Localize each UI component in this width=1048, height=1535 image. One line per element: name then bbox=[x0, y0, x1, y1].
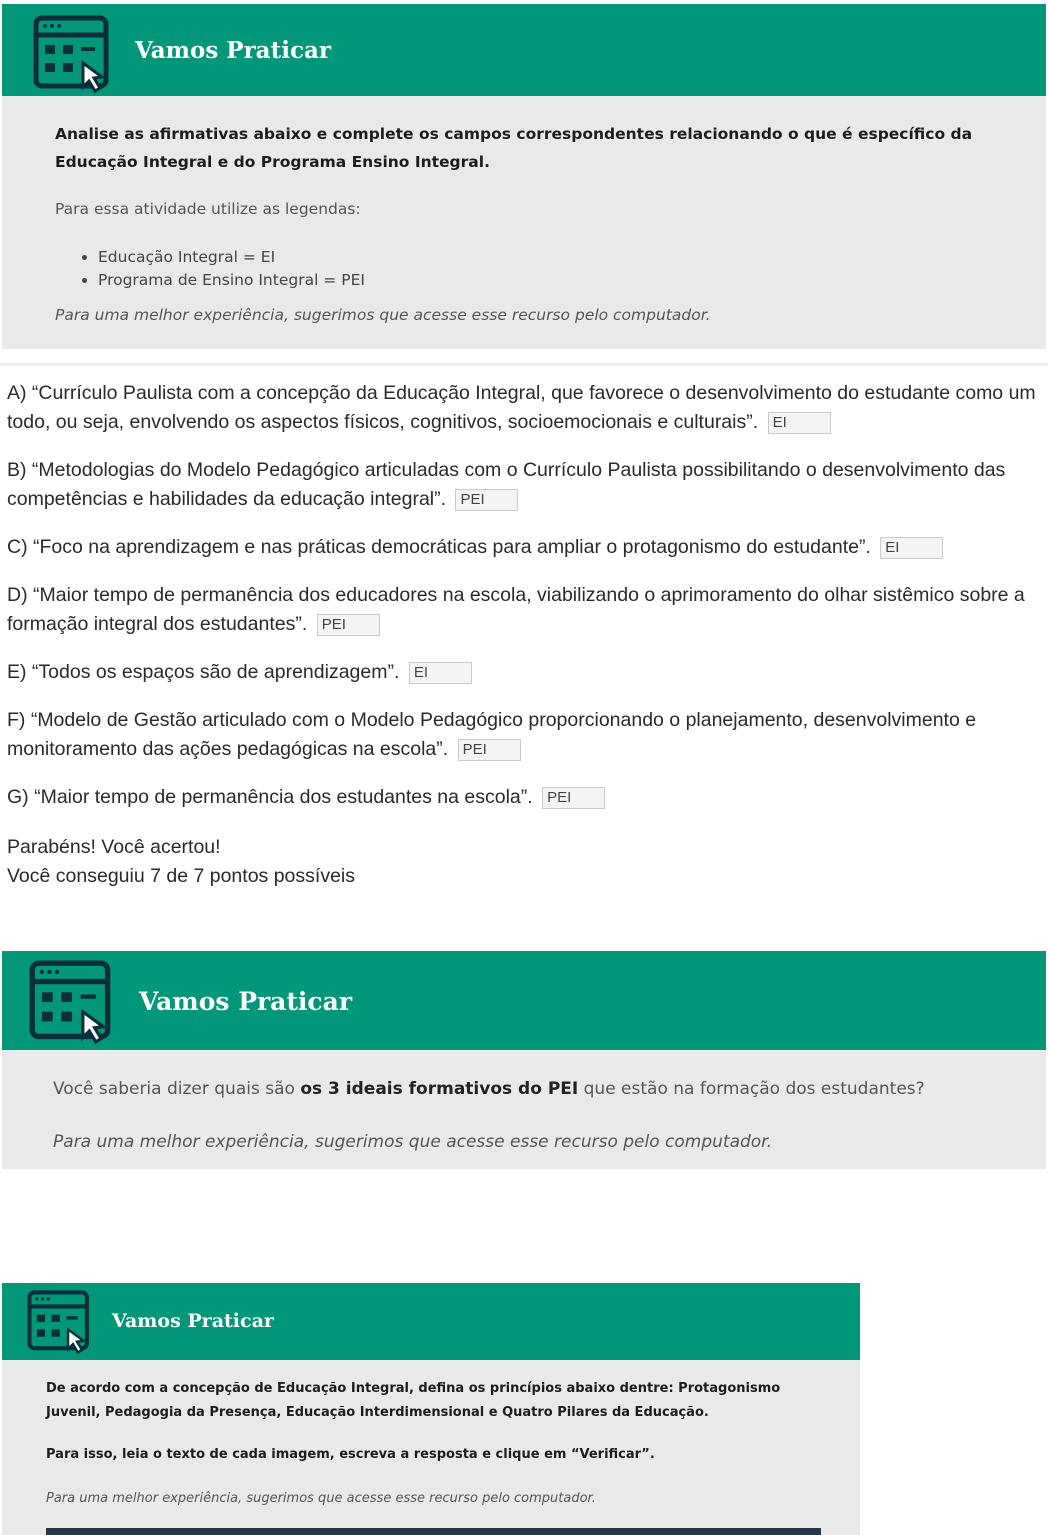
question-text: F) “Modelo de Gestão articulado com o Modelo Pedagógico proporcionando o planejamento, desenvolvimento e monitoramento das ações pedagógicas na escola”. bbox=[7, 709, 977, 760]
legend-item: • Educação Integral = EI bbox=[98, 246, 365, 269]
activity-panel-1 bbox=[2, 96, 1046, 349]
activity-instruction: De acordo com a concepção de Educação Integral, defina os princípios abaixo dentre: Protagonismo Juvenil, Pedagogia da Presença, Educação Interdimensional e Quatro Pilares da Educação. bbox=[46, 1381, 781, 1420]
activity-panel-3 bbox=[2, 1360, 860, 1535]
quiz-question-b bbox=[7, 456, 1037, 514]
quiz-question-d bbox=[7, 581, 1037, 639]
legend-list bbox=[55, 246, 365, 292]
activity-instruction-secondary: Para isso, leia o texto de cada imagem, escreva a resposta e clique em “Verificar”. bbox=[46, 1447, 655, 1462]
quiz-question-a bbox=[7, 379, 1037, 437]
computer-recommendation-note: Para uma melhor experiência, sugerimos que acesse esse recurso pelo computador. bbox=[55, 306, 711, 324]
calendar-click-icon bbox=[29, 960, 113, 1044]
activity-instruction: Analise as afirmativas abaixo e complete os campos correspondentes relacionando o que é específico da Educação Integral e do Programa Ensino Integral. bbox=[55, 125, 973, 171]
content-frame-edge bbox=[46, 1528, 821, 1535]
answer-field-e[interactable]: EI bbox=[409, 662, 472, 684]
banner-title: Vamos Praticar bbox=[139, 987, 353, 1016]
question-text: E) “Todos os espaços são de aprendizagem”. bbox=[7, 661, 400, 683]
question-text-pre: Você saberia dizer quais são bbox=[53, 1079, 301, 1099]
question-text: C) “Foco na aprendizagem e nas práticas democráticas para ampliar o protagonismo do estudante”. bbox=[7, 536, 871, 558]
calendar-click-icon bbox=[27, 1290, 91, 1354]
result-message: Parabéns! Você acertou! bbox=[7, 836, 221, 858]
legend-title: Para essa atividade utilize as legendas: bbox=[55, 200, 361, 218]
question-text-post: que estão na formação dos estudantes? bbox=[578, 1079, 925, 1099]
activity-panel-2 bbox=[2, 1050, 1046, 1169]
section-divider bbox=[0, 363, 1048, 366]
legend-item: • Programa de Ensino Integral = PEI bbox=[98, 269, 365, 292]
question-text-highlight: os 3 ideais formativos do PEI bbox=[300, 1079, 579, 1099]
quiz-result bbox=[7, 833, 355, 891]
quiz-question-c bbox=[7, 533, 1037, 562]
result-score: Você conseguiu 7 de 7 pontos possíveis bbox=[7, 865, 355, 887]
question-text: B) “Metodologias do Modelo Pedagógico articuladas com o Currículo Paulista possibilitando o desenvolvimento das competências e habilidades da educação integral”. bbox=[7, 459, 1006, 510]
activity-banner-3 bbox=[2, 1283, 860, 1360]
activity-question bbox=[53, 1079, 925, 1099]
answer-field-g[interactable]: PEI bbox=[542, 787, 605, 809]
question-text: D) “Maior tempo de permanência dos educadores na escola, viabilizando o aprimoramento do olhar sistêmico sobre a formação integral dos estudantes”. bbox=[7, 584, 1025, 635]
computer-recommendation-note: Para uma melhor experiência, sugerimos que acesse esse recurso pelo computador. bbox=[46, 1491, 596, 1506]
answer-field-c[interactable]: EI bbox=[880, 537, 943, 559]
banner-title: Vamos Praticar bbox=[135, 37, 331, 64]
computer-recommendation-note: Para uma melhor experiência, sugerimos que acesse esse recurso pelo computador. bbox=[53, 1132, 773, 1152]
question-text: A) “Currículo Paulista com a concepção da Educação Integral, que favorece o desenvolvimento do estudante como um todo, ou seja, envolvendo os aspectos físicos, cognitivos, socioemocionais e culturais”. bbox=[7, 382, 1036, 433]
answer-field-f[interactable]: PEI bbox=[458, 739, 521, 761]
quiz-question-f bbox=[7, 706, 1037, 764]
answer-field-b[interactable]: PEI bbox=[455, 489, 518, 511]
activity-banner-2 bbox=[2, 951, 1046, 1050]
question-text: G) “Maior tempo de permanência dos estudantes na escola”. bbox=[7, 786, 533, 808]
quiz-question-g bbox=[7, 783, 1037, 812]
answer-field-d[interactable]: PEI bbox=[317, 614, 380, 636]
calendar-click-icon bbox=[33, 15, 111, 93]
activity-banner-1 bbox=[2, 4, 1046, 96]
answer-field-a[interactable]: EI bbox=[768, 412, 831, 434]
quiz-question-e bbox=[7, 658, 1037, 687]
banner-title: Vamos Praticar bbox=[112, 1310, 274, 1332]
